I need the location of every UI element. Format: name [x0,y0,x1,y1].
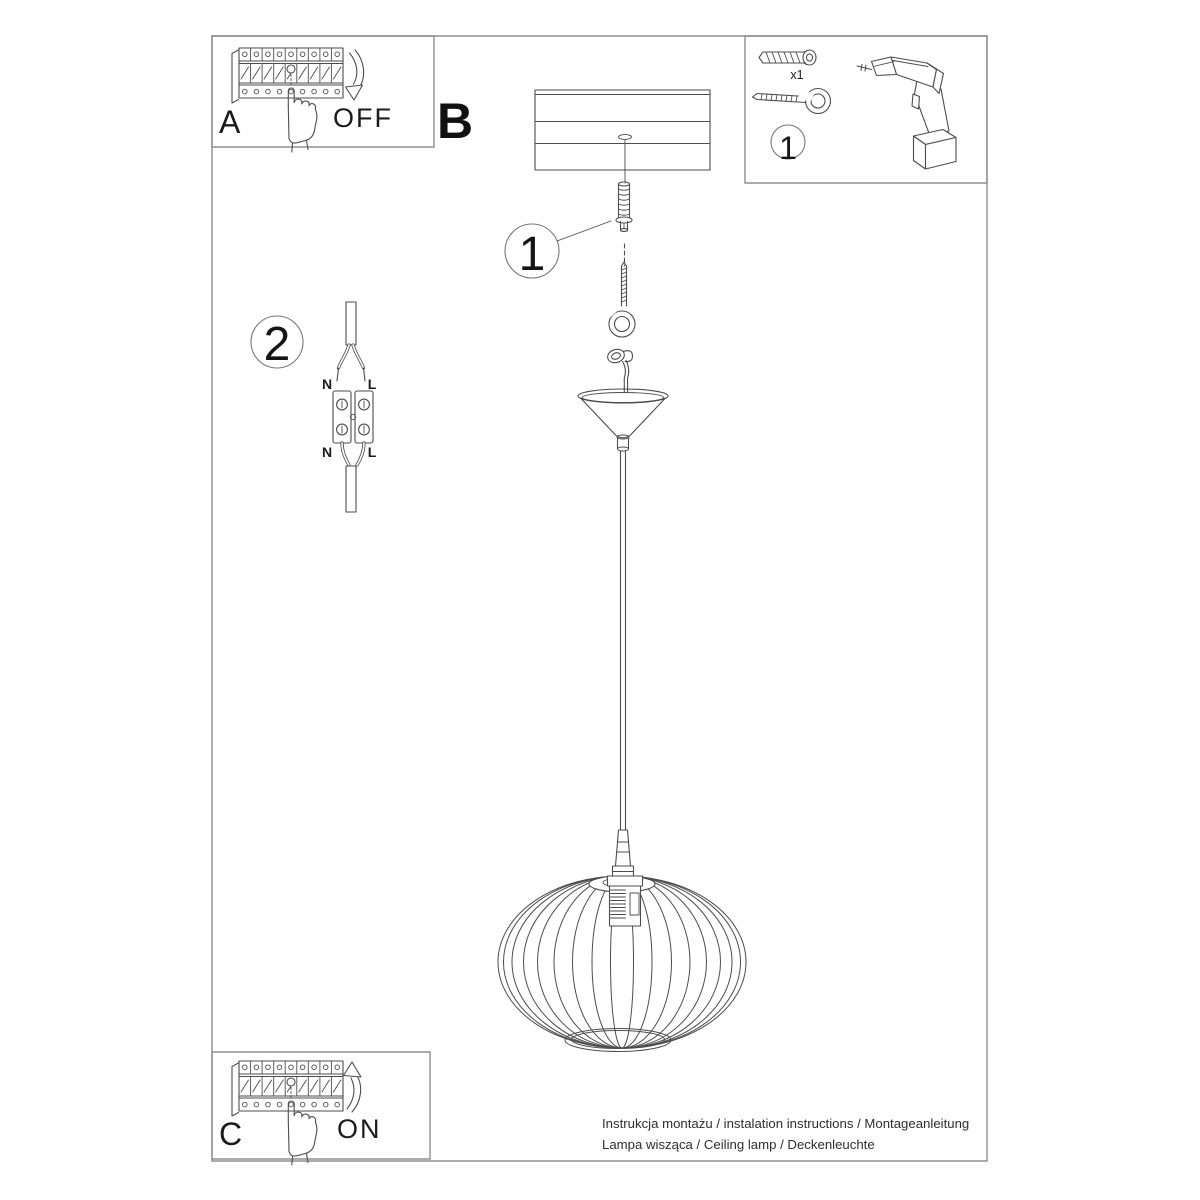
canopy-illustration [578,389,668,451]
breaker-panel-a-illustration [232,48,343,152]
anchor-qty-label: x1 [790,68,804,82]
n-label-top: N [321,376,333,392]
wiring-diagram [333,302,373,512]
step-c-label: C [219,1116,243,1152]
terminal-block [333,391,373,443]
tools-hook-illustration [753,89,831,114]
screw-hook-illustration [602,262,635,337]
mount-callout-number: 1 [518,228,546,281]
wall-anchor-illustration [616,182,632,231]
footer-line2: Lampa wisząca / Ceiling lamp / Deckenleuchte [602,1137,875,1152]
on-arrow-icon [344,1062,362,1112]
off-arrow-icon [346,50,364,100]
breaker-panel-c-illustration [232,1061,343,1165]
tools-callout-number: 1 [779,130,797,166]
mount-callout-leader [557,221,611,241]
l-label-top: L [367,376,377,392]
step-a-label: A [219,104,241,140]
ceiling-illustration [535,90,710,183]
pendant-cable [621,451,626,831]
drill-illustration [857,57,956,169]
tools-anchor-illustration [759,50,816,65]
page-frame [212,36,987,1161]
footer-line1: Instrukcja montażu / instalation instructions / Montageanleitung [602,1116,970,1131]
l-label-bottom: L [367,444,377,460]
hanging-ring-illustration [606,347,633,392]
wiring-callout-number: 2 [263,318,291,371]
lamp-socket-illustration [589,876,655,926]
wire-bottom-cable [346,466,356,512]
n-label-bottom: N [321,444,333,460]
off-label: OFF [333,103,393,133]
step-b-label: B [437,93,474,149]
wire-top-cable [346,302,356,345]
on-label: ON [337,1114,382,1144]
